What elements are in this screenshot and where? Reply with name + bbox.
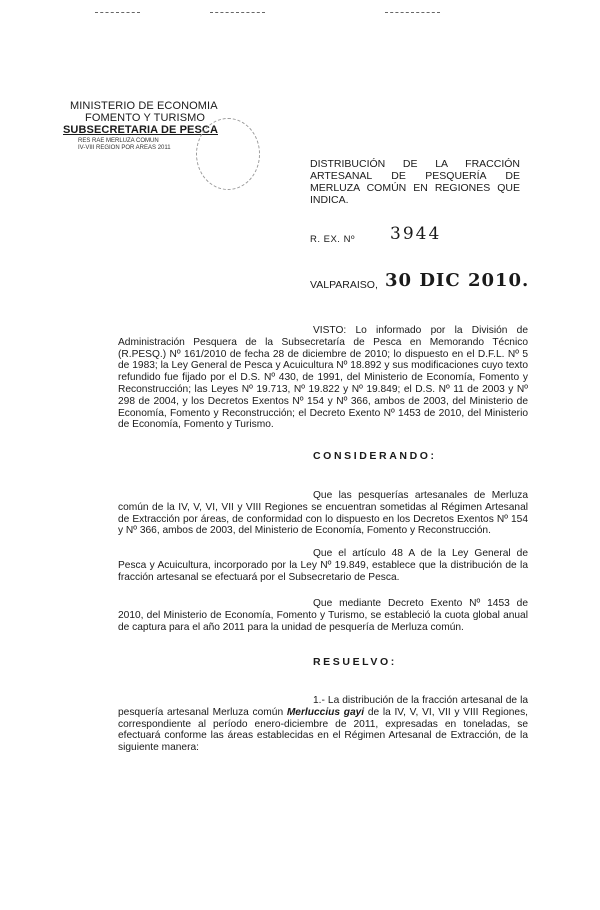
official-seal [196,118,260,190]
considerando-heading: CONSIDERANDO: [313,450,437,462]
reference-line-2: IV-VIII REGION POR AREAS 2011 [78,145,171,151]
resuelvo-text-end: de la IV, V, VI, VII y VIII Regiones, correspondiente al período enero-diciembre de 2011, expresadas en toneladas, se efectuará conforme las áreas establecidas en el Régimen Artesanal de Extracción, de la siguiente manera: [118,706,529,754]
resolution-number: 3944 [390,224,442,244]
date-stamp: 30 DIC 2010. [385,270,530,291]
subject-text: DISTRIBUCIÓN DE LA FRACCIÓN ARTESANAL DE PESQUERÍA DE MERLUZA COMÚN EN REGIONES QUE INDICA. [310,158,520,206]
resuelvo-paragraph-1 [118,695,528,754]
resolution-label: R. EX. Nº [310,234,355,245]
top-dash-2 [210,12,265,14]
reference-line-1: RES RAE MERLUZA COMUN [78,138,159,144]
resuelvo-text-start: 1.- La distribución de la fracción artesanal de la pesquería artesanal Merluza común [118,695,528,718]
considerando-paragraph-3: Que mediante Decreto Exento Nº 1453 de 2010, del Ministerio de Economía, Fomento y Turismo, se estableció la cuota global anual de captura para el año 2011 para la unidad de pesquería de Merluza común. [118,598,528,633]
ministry-name-2: FOMENTO Y TURISMO [85,112,206,124]
top-dash-3 [385,12,440,14]
considerando-paragraph-1: Que las pesquerías artesanales de Merluza común de la IV, V, VI, VII y VIII Regiones se encuentran sometidas al Régimen Artesanal de Extracción por áreas, de conformidad con lo dispuesto en los Decretos Exentos Nº 154 y Nº 366, ambos de 2003, del Ministerio de Economía, Fomento y Reconstrucción. [118,490,528,537]
top-dash-1 [95,12,140,14]
city-name: VALPARAISO, [310,279,378,291]
ministry-name: MINISTERIO DE ECONOMIA [70,100,218,112]
resuelvo-heading: RESUELVO: [313,656,397,668]
species-name: Merluccius gayi [286,706,365,718]
visto-paragraph: VISTO: Lo informado por la División de Administración Pesquera de la Subsecretaría de Pesca en Memorando Técnico (R.PESQ.) Nº 161/2010 de fecha 28 de diciembre de 2010; lo dispuesto en el D.F.L. Nº 5 de 1983; la Ley General de Pesca y Acuicultura Nº 18.892 y sus modificaciones cuyo texto refundido fue fijado por el D.S. Nº 430, de 1991, del Ministerio de Economía, Fomento y Reconstrucción; las Leyes Nº 19.713, Nº 19.822 y Nº 19.849; el D.S. Nº 11 de 2003 y Nº 298 de 2004, y los Decretos Exentos Nº 154 y Nº 366, ambos de 2003, del Ministerio de Economía, Fomento y Reconstrucción; el Decreto Exento Nº 1453 de 2010, del Ministerio de Economía, Fomento y Turismo. [118,325,528,431]
considerando-paragraph-2: Que el artículo 48 A de la Ley General de Pesca y Acuicultura, incorporado por la Ley Nº 19.849, establece que la distribución de la fracción artesanal se efectuará por el Subsecretario de Pesca. [118,548,528,583]
subsecretaria-name: SUBSECRETARIA DE PESCA [63,124,218,136]
